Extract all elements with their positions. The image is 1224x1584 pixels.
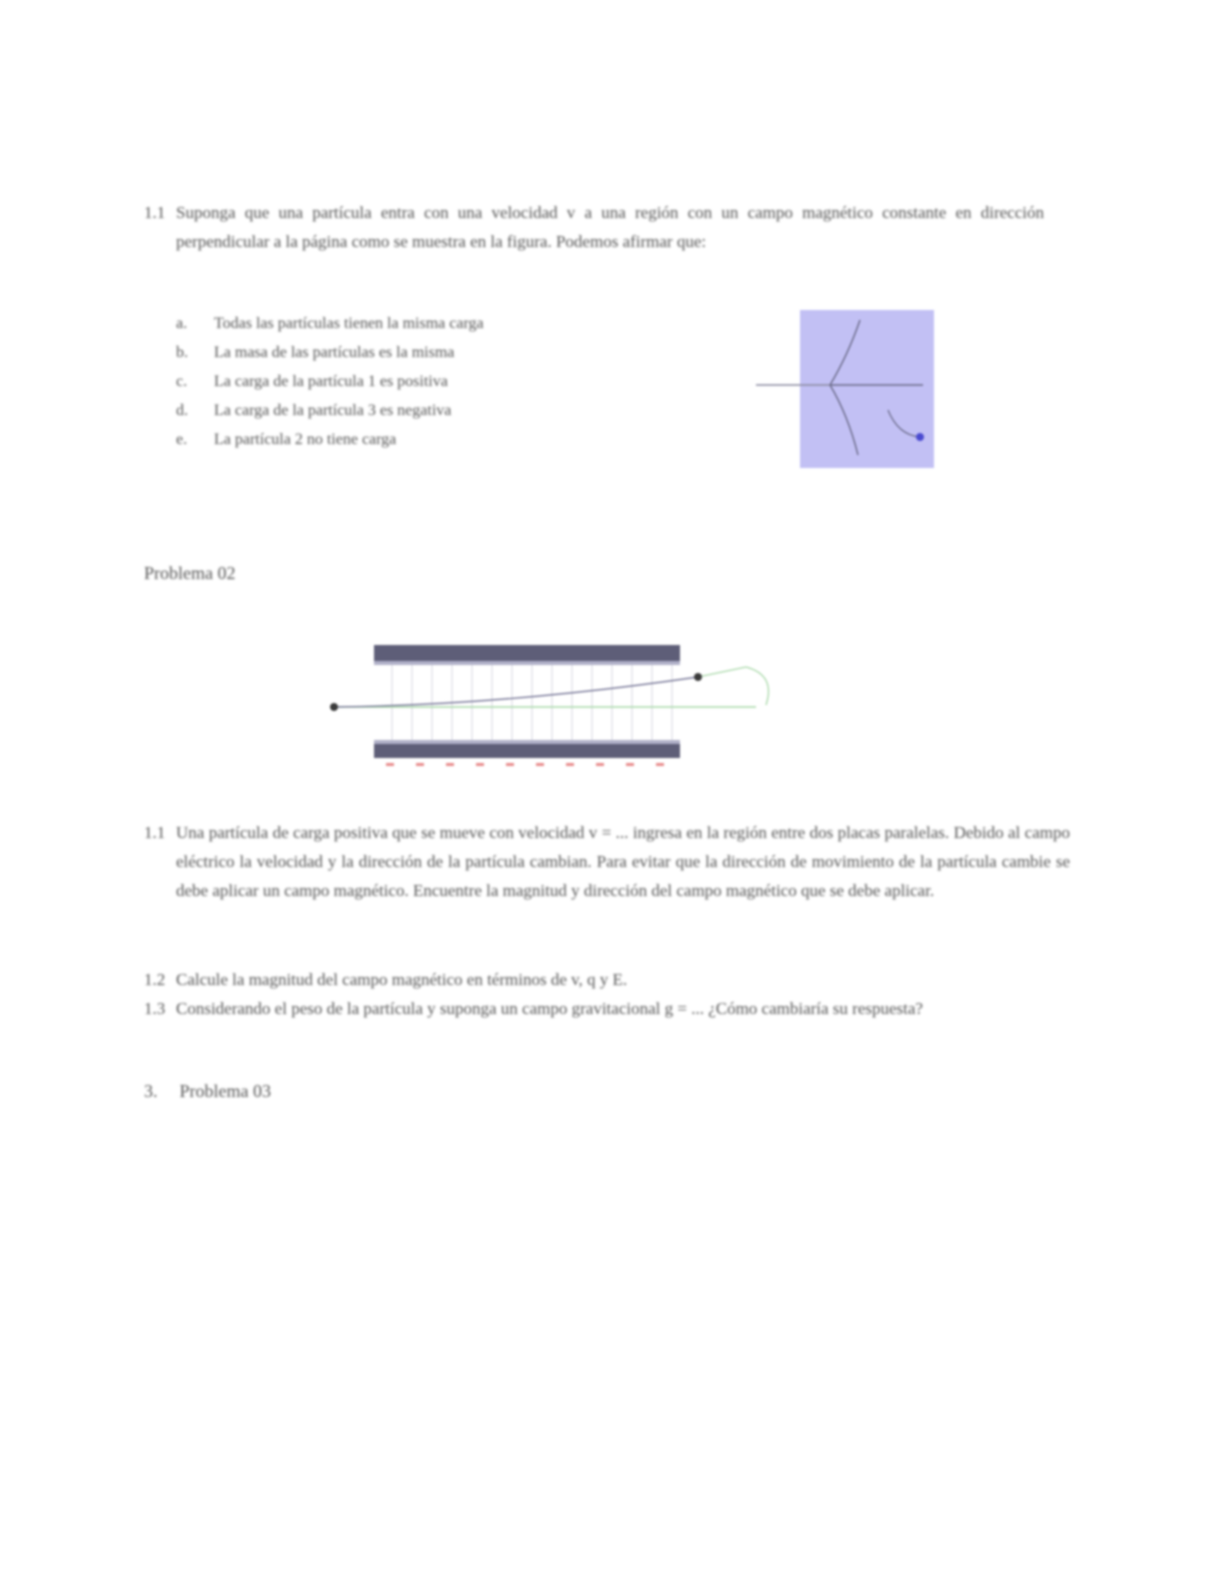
option-letter: b. [176,344,188,361]
particle-trajectory [334,677,698,707]
problem-number: 3. [144,1081,158,1101]
magnetic-field-figure [748,305,948,475]
option-text: La masa de las partículas es la misma [214,344,455,361]
option-b [176,344,454,362]
question-number: 1.2 [144,970,166,989]
question-text: Calcule la magnitud del campo magnético en términos de v, q y E. [176,970,628,989]
question-number: 1.1 [144,203,166,222]
question-1-1 [144,198,1044,256]
question-text: Considerando el peso de la partícula y suponga un campo gravitacional g = ... ¿Cómo cambiaría su respuesta? [176,999,923,1018]
option-text: Todas las partículas tienen la misma carga [214,315,484,332]
exit-trajectory [698,667,769,705]
top-plate [374,645,680,661]
option-text: La carga de la partícula 1 es positiva [214,373,448,390]
particle-dot [916,433,924,441]
option-letter: c. [176,373,188,390]
option-letter: e. [176,431,188,448]
option-text: La partícula 2 no tiene carga [214,431,397,448]
top-plate-edge [374,661,680,665]
option-c [176,373,448,391]
question-text: Suponga que una partícula entra con una velocidad v a una región con un campo magnético constante en dirección perpendicular a la página como se muestra en la figura. Podemos afirmar que: [176,203,1044,251]
question-2-3 [144,994,1070,1023]
question-number: 1.1 [144,823,166,842]
parallel-plates-figure [306,635,786,780]
option-d [176,402,451,420]
problem-heading: Problema 02 [144,563,236,583]
option-letter: d. [176,402,188,419]
problem-3-heading [144,1081,271,1102]
problem-label: Problema 03 [179,1081,271,1101]
minus-signs [386,763,664,766]
field-lines [392,665,672,740]
particle-start [330,703,338,711]
option-a [176,315,484,333]
question-2-2 [144,965,1070,994]
question-text: Una partícula de carga positiva que se mueve con velocidad v = ... ingresa en la región entre dos placas paralelas. Debido al campo eléctrico la velocidad y la dirección de la partícula cambian. Para evitar que la dirección de movimiento de la partícula cambie se debe aplicar un campo magnético. Encuentre la magnitud y dirección del campo magnético que se debe aplicar. [176,823,1070,900]
option-text: La carga de la partícula 3 es negativa [214,402,452,419]
question-2-1 [144,818,1070,905]
field-region [800,310,934,468]
option-letter: a. [176,315,188,332]
question-number: 1.3 [144,999,166,1018]
bottom-plate-edge [374,740,680,744]
option-e [176,431,396,449]
particle-end [694,673,702,681]
bottom-plate [374,744,680,758]
